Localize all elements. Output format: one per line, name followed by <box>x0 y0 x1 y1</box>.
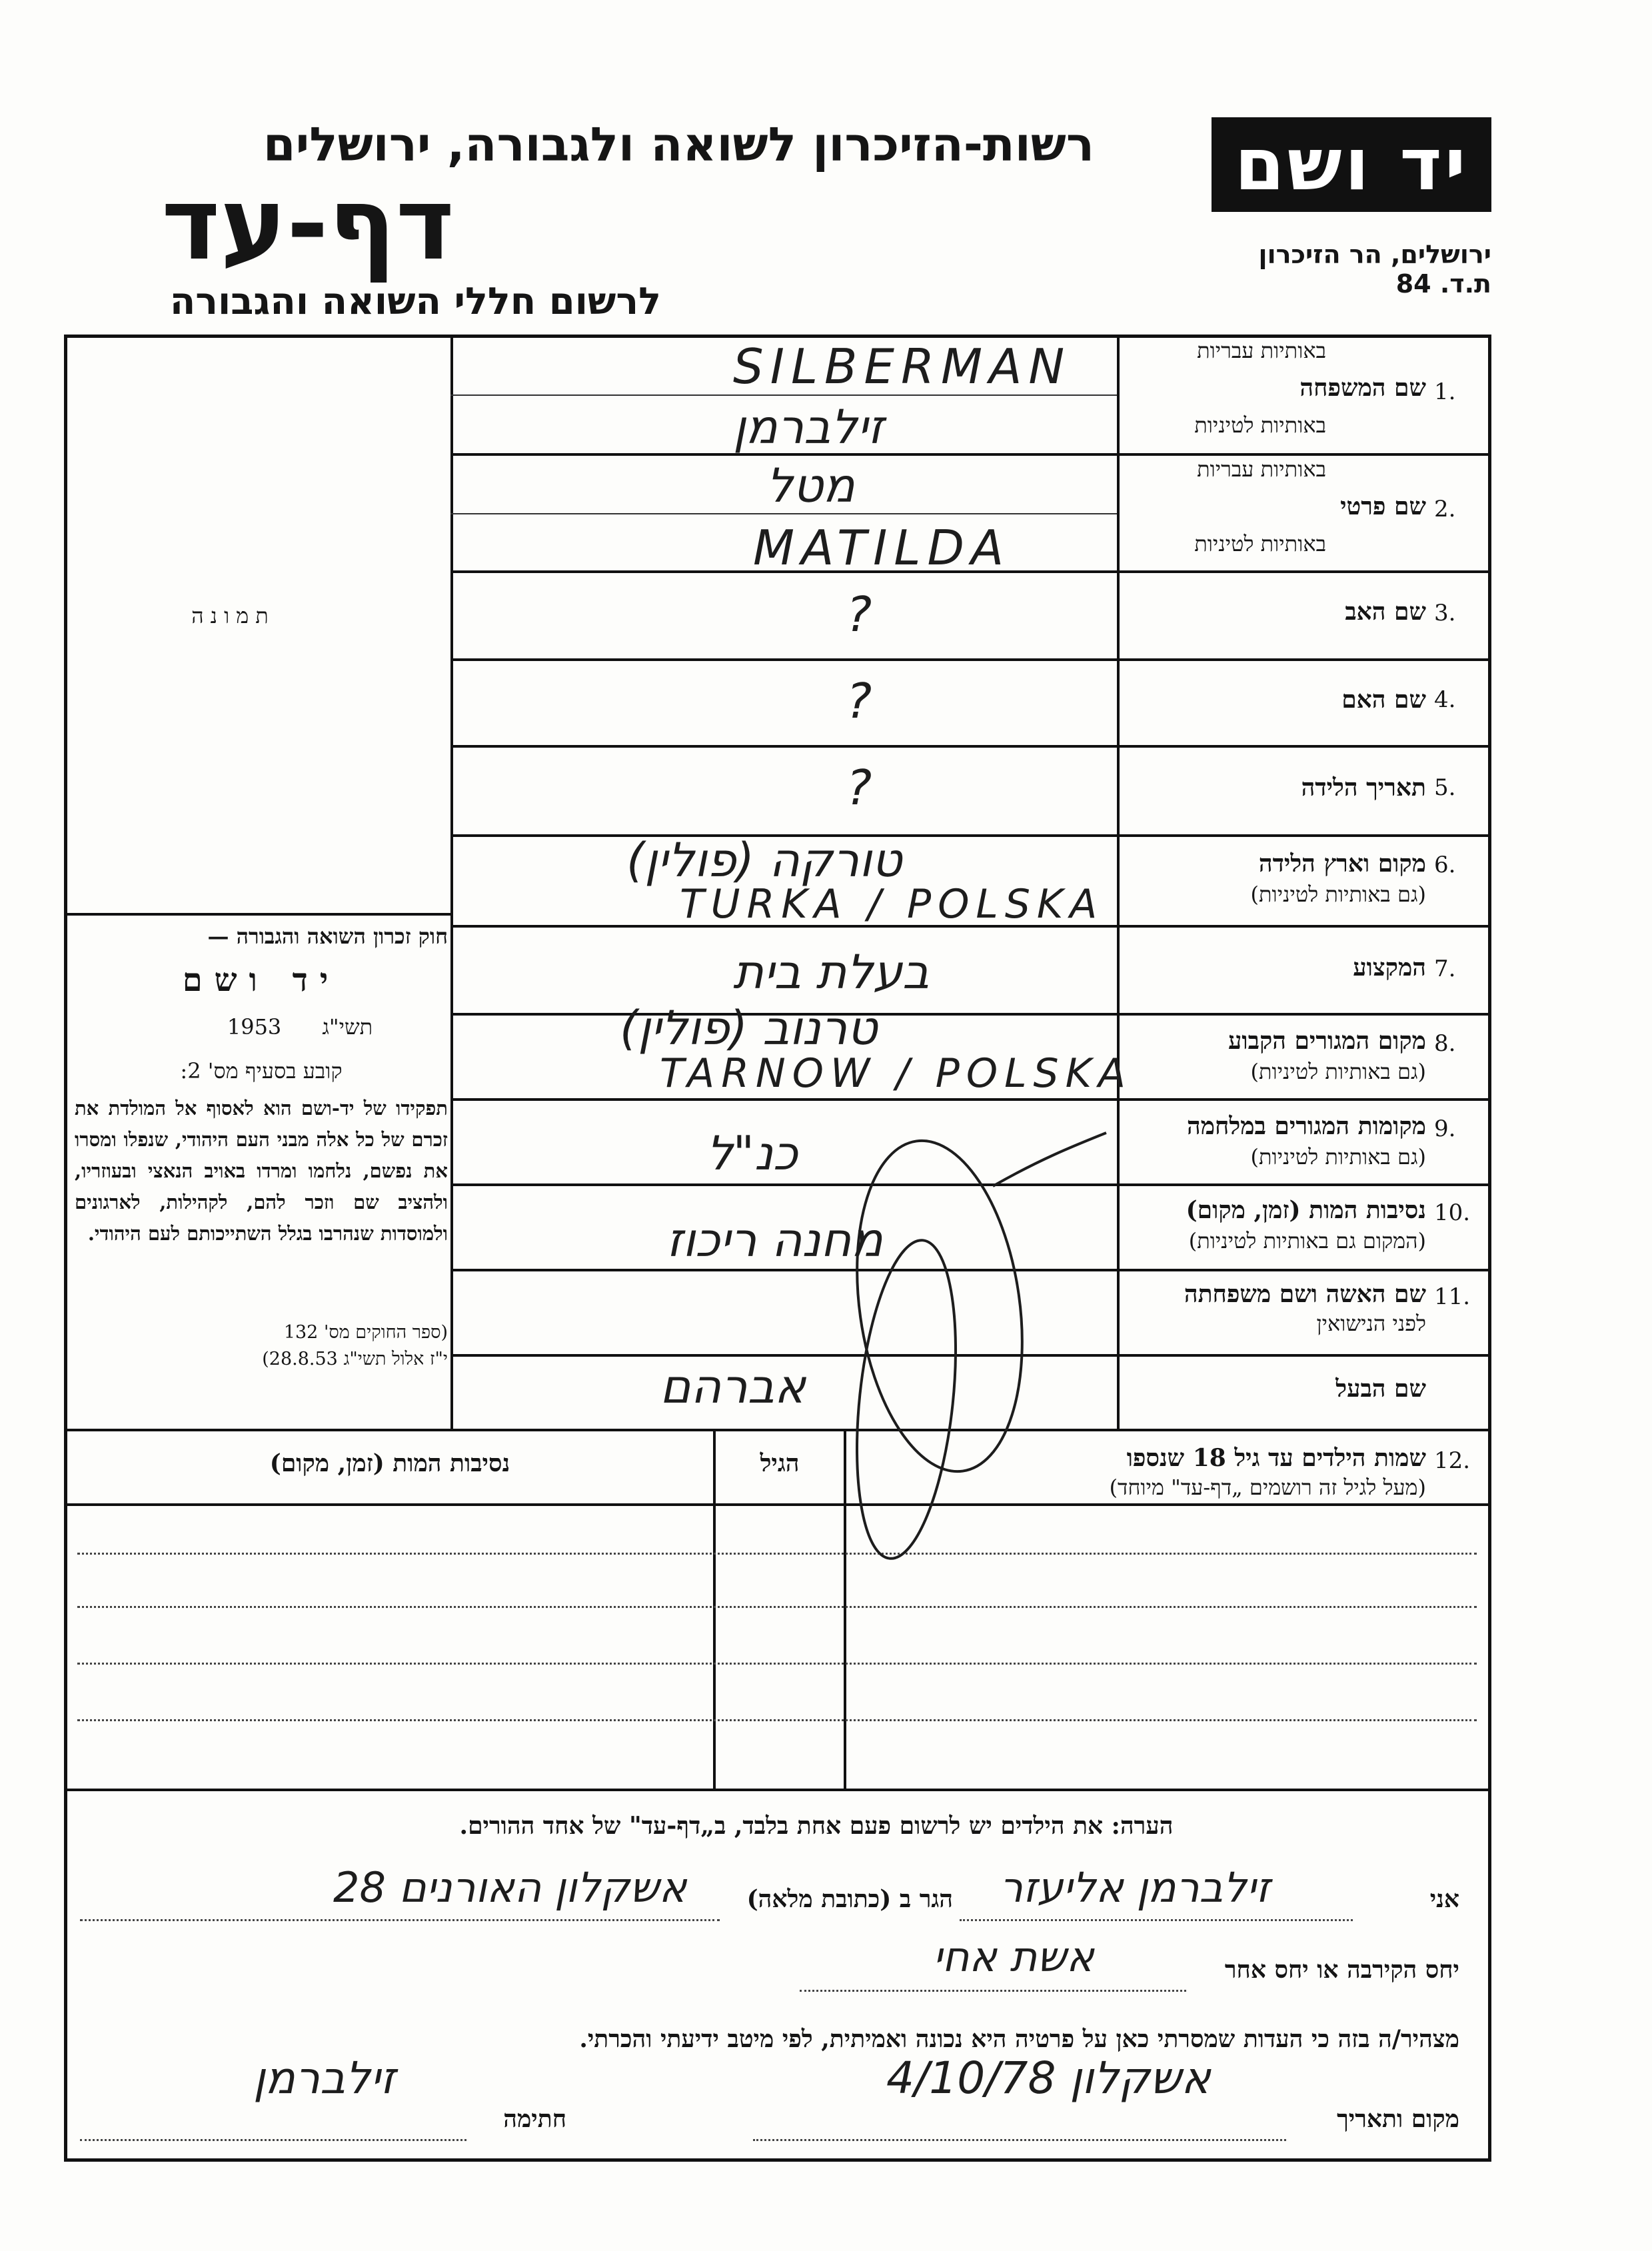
field-number: 11. <box>1434 1283 1471 1310</box>
field-label-first-name: שם פרטי <box>1340 492 1426 520</box>
field-label-occupation: המקצוע <box>1353 954 1426 982</box>
field-sublabel: באותיות לטיניות <box>1194 412 1326 438</box>
value-residence-latin: TARNOW / POLSKA <box>660 1050 1132 1097</box>
children-age-header: הגיל <box>760 1449 800 1477</box>
field-label-wartime-residence: מקומות המגורים במלחמה <box>1187 1112 1426 1140</box>
value-family-name-hebrew: זילברמן <box>733 400 884 454</box>
field-label-birth-place: מקום וארץ הלידה <box>1258 850 1426 878</box>
field-label-death-circumstances: נסיבות המות (זמן, מקום) <box>1186 1196 1426 1224</box>
law-year-number: 1953 <box>227 1014 282 1040</box>
declaration-address-label: הגר ב (כתובת מלאה) <box>746 1885 953 1913</box>
field-sublabel: באותיות עבריות <box>1197 456 1326 482</box>
declarant-relation: אשת אחי <box>933 1932 1094 1981</box>
children-section-bottom <box>64 1789 1491 1791</box>
field-label-mother: שם האם <box>1341 686 1426 714</box>
field-number: 6. <box>1434 852 1456 878</box>
declaration-statement: מצהיר/ה בזה כי העדות שמסרתי כאן על פרטיה היא נכונה ואמיתית, לפי מיטב ידיעתי והכרתי. <box>579 2025 1459 2053</box>
page-title: דף-עד <box>161 167 454 283</box>
photo-label: תמונה <box>191 603 275 628</box>
declaration-relation-label: יחס הקירבה או יחס אחר <box>1224 1956 1459 1984</box>
law-year-hebrew: תשי"ג <box>322 1014 373 1040</box>
children-section-top <box>64 1429 1491 1431</box>
signature: זילברמן <box>253 2052 396 2104</box>
authority-title: רשות-הזיכרון לשואה ולגבורה, ירושלים <box>263 117 1094 172</box>
value-family-name-latin: SILBERMAN <box>733 339 1072 394</box>
signature-label: חתימה <box>503 2105 566 2133</box>
field-sublabel: באותיות לטיניות <box>1194 531 1326 556</box>
field-label-residence: מקום המגורים הקבוע <box>1228 1027 1426 1055</box>
value-birth-place-hebrew: טורקה (פולין) <box>626 833 902 888</box>
logo-text: יד ושם <box>1234 123 1469 207</box>
law-section: קובע בסעיף מס' 2: <box>180 1058 343 1084</box>
law-date: י"ז אלול תשי"ג 28.8.53) <box>262 1349 448 1369</box>
value-husband-name: אברהם <box>660 1359 806 1414</box>
field-label-wife-maiden-name: שם האשה ושם משפחתה <box>1184 1280 1426 1308</box>
page-subtitle: לרשום חללי השואה והגבורה <box>169 280 661 323</box>
divider-photo-column <box>450 335 453 1430</box>
declarant-address: אשקלון האורנים 28 <box>333 1863 687 1912</box>
field-number: 5. <box>1434 774 1456 801</box>
value-birth-place-latin: TURKA / POLSKA <box>680 881 1104 928</box>
field-label-birth-date: תאריך הלידה <box>1301 774 1426 802</box>
children-death-header: נסיבות המות (זמן, מקום) <box>269 1449 510 1477</box>
address-line2: ת.ד. 84 <box>1395 269 1491 299</box>
field-sublabel: (המקום גם באותיות לטיניות) <box>1188 1228 1426 1253</box>
value-residence-hebrew: טרנוב (פולין) <box>620 1001 878 1056</box>
field-label-father: שם האב <box>1345 598 1426 626</box>
field-number: 12. <box>1434 1447 1471 1474</box>
declaration-i-label: אני <box>1429 1885 1459 1913</box>
law-year <box>167 1014 433 1040</box>
value-father-name: ? <box>846 586 872 642</box>
field-sublabel: (גם באותיות לטיניות) <box>1250 882 1426 907</box>
field-sublabel: (גם באותיות לטיניות) <box>1250 1144 1426 1169</box>
field-number: 7. <box>1434 956 1456 982</box>
declarant-name: זילברמן אליעזר <box>1000 1863 1270 1912</box>
field-number: 1. <box>1434 378 1456 405</box>
field-number: 10. <box>1434 1199 1471 1226</box>
pen-scribble-mark <box>786 1120 1120 1599</box>
law-book: (ספר החוקים מס' 132 <box>283 1322 448 1343</box>
law-name: יד ושם <box>182 962 341 999</box>
value-birth-date: ? <box>846 760 872 816</box>
value-mother-name: ? <box>846 673 872 729</box>
field-number: 3. <box>1434 600 1456 626</box>
field-label-family-name: שם המשפחה <box>1299 374 1426 402</box>
field-number: 8. <box>1434 1030 1456 1057</box>
children-sublabel: (מעל לגיל זה רושמים „דף-עד" מיוחד) <box>1109 1475 1426 1500</box>
field-number: 9. <box>1434 1116 1456 1142</box>
law-text: תפקידו של יד-ושם הוא לאסוף אל המולדת את זכרם של כל אלה מבני העם היהודי, שנפלו ומסרו את נפשם, נלחמו ומרדו באויב הנאצי ובעוזריו, ולהציב שם וזכר להם, לקהילות, לארגונים ולמוסדות שנהרבו בגלל השתייכותם לעם היהודי. <box>75 1097 448 1245</box>
value-occupation: בעלת בית <box>733 945 930 1000</box>
children-note: הערה: את הילדים יש לרשום פעם אחת בלבד, ב„דף-עד" של אחד ההורים. <box>459 1812 1174 1840</box>
place-date-value: אשקלון 4/10/78 <box>886 2052 1211 2104</box>
law-heading: חוק זכרון השואה והגבורה — <box>207 924 448 949</box>
field-number: 2. <box>1434 496 1456 522</box>
field-sublabel: לפני הנישואין <box>1316 1311 1426 1336</box>
field-number: 4. <box>1434 686 1456 713</box>
value-death-circumstances: מחנה ריכוז <box>666 1213 883 1267</box>
yad-vashem-logo <box>1212 117 1491 212</box>
field-sublabel: (גם באותיות לטיניות) <box>1250 1059 1426 1084</box>
value-first-name-latin: MATILDA <box>753 520 1011 576</box>
field-sublabel: באותיות עבריות <box>1197 338 1326 363</box>
place-date-label: מקום ותאריך <box>1337 2105 1459 2133</box>
value-wartime-residence: כנ"ל <box>706 1126 798 1181</box>
address-line1: ירושלים, הר הזיכרון <box>1258 240 1491 269</box>
value-first-name-hebrew: מטל <box>766 458 855 513</box>
field-label-husband: שם הבעל <box>1335 1375 1426 1403</box>
children-label: שמות הילדים עד גיל 18 שנספו <box>1126 1444 1426 1472</box>
